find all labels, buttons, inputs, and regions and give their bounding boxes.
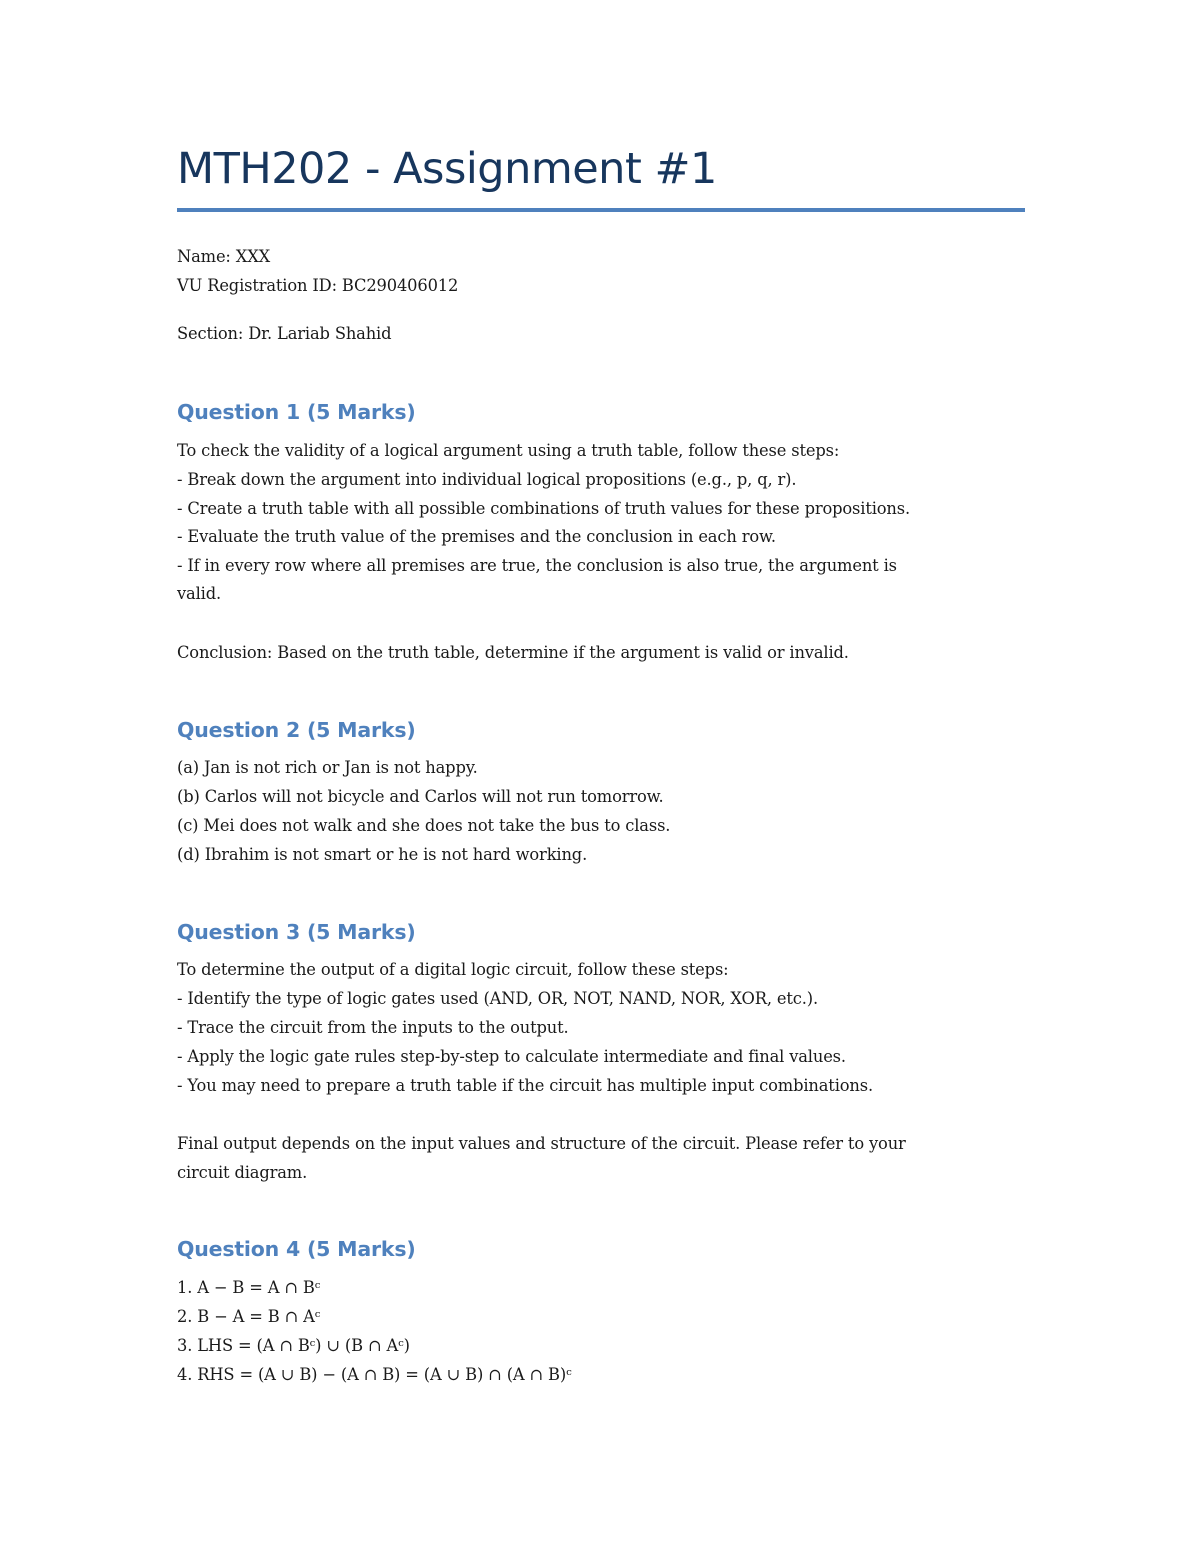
registration-id: VU Registration ID: BC290406012 [177,276,459,295]
question-3-line: To determine the output of a digital logic circuit, follow these steps: [177,960,729,979]
title-underline [177,208,1025,212]
question-1-line: - Create a truth table with all possible combinations of truth values for these propositions. [177,499,910,518]
section-info: Section: Dr. Lariab Shahid [177,324,392,343]
student-name: Name: XXX [177,247,271,266]
document-title: MTH202 - Assignment #1 [177,144,717,194]
question-4-heading: Question 4 (5 Marks) [177,1237,416,1261]
question-3-line: - Identify the type of logic gates used (AND, OR, NOT, NAND, NOR, XOR, etc.). [177,989,818,1008]
question-1-line: - If in every row where all premises are true, the conclusion is also true, the argument is [177,556,897,575]
question-2-line: (d) Ibrahim is not smart or he is not hard working. [177,845,588,864]
question-3-line: - Apply the logic gate rules step-by-step to calculate intermediate and final values. [177,1047,846,1066]
question-3-conclusion: Final output depends on the input values and structure of the circuit. Please refer to your [177,1134,906,1153]
question-1-line: To check the validity of a logical argument using a truth table, follow these steps: [177,441,840,460]
question-3-line: - You may need to prepare a truth table if the circuit has multiple input combinations. [177,1076,873,1095]
question-1-heading: Question 1 (5 Marks) [177,400,416,424]
question-3-conclusion: circuit diagram. [177,1163,308,1182]
question-1-line: - Evaluate the truth value of the premises and the conclusion in each row. [177,527,776,546]
question-4-line: 4. RHS = (A ∪ B) − (A ∩ B) = (A ∪ B) ∩ (A ∩ B)ᶜ [177,1365,572,1384]
question-2-line: (a) Jan is not rich or Jan is not happy. [177,758,478,777]
question-4-line: 1. A − B = A ∩ Bᶜ [177,1278,321,1297]
question-1-conclusion: Conclusion: Based on the truth table, determine if the argument is valid or invalid. [177,643,849,662]
question-3-heading: Question 3 (5 Marks) [177,920,416,944]
question-3-line: - Trace the circuit from the inputs to the output. [177,1018,569,1037]
question-1-line: valid. [177,584,222,603]
question-4-line: 2. B − A = B ∩ Aᶜ [177,1307,321,1326]
question-4-line: 3. LHS = (A ∩ Bᶜ) ∪ (B ∩ Aᶜ) [177,1336,410,1355]
question-1-line: - Break down the argument into individual logical propositions (e.g., p, q, r). [177,470,797,489]
question-2-heading: Question 2 (5 Marks) [177,718,416,742]
question-2-line: (c) Mei does not walk and she does not take the bus to class. [177,816,671,835]
question-2-line: (b) Carlos will not bicycle and Carlos will not run tomorrow. [177,787,664,806]
